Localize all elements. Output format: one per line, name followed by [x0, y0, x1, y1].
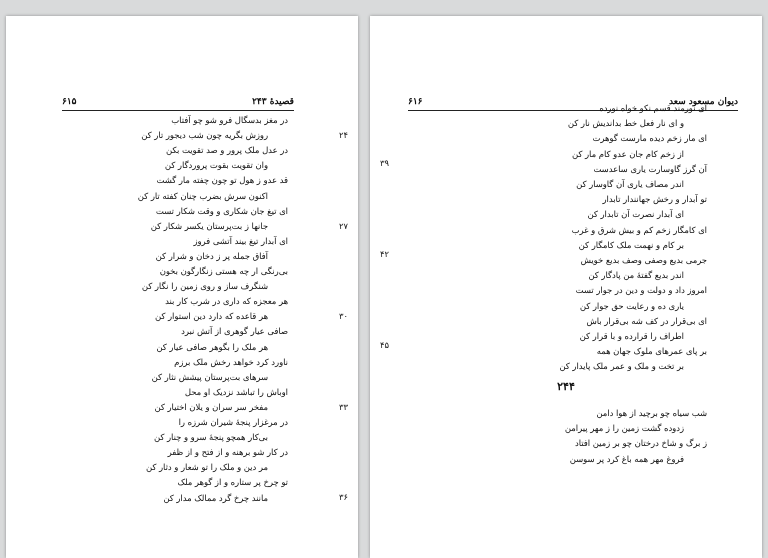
verse-line: بی‌کار همچو پنجهٔ سرو و چنار کن: [153, 432, 268, 443]
left-page: [6, 16, 358, 558]
verse-line: روزش بگریه چون شب دیجور تار کن: [141, 130, 268, 141]
verse-line: آفاق جمله پر ز دخان و شرار کن: [155, 250, 268, 261]
verse-line: هر معجزه که داری در شرب کار بند: [165, 296, 288, 307]
verse-line: جانها ز بت‌پرستان یکسر شکار کن: [150, 220, 268, 231]
verse-number: ۲۴: [339, 130, 348, 140]
verse-line: در مرغزار پنجهٔ شیران شرزه را: [178, 417, 288, 427]
right-page: [370, 16, 762, 558]
verse-line: اوباش را تباشد نزدیک او محل: [184, 386, 288, 397]
verse-line: زدوده گشت زمین را ز مهر پیرامن: [564, 423, 684, 434]
verse-line: و ای نار فعل خط بداندیش نار کن: [567, 118, 684, 129]
verse-line: ای آبدار تیغ بیند آتشی فروز: [193, 235, 288, 246]
ghazal-number: ۲۴۴: [557, 380, 575, 393]
verse-line: تو چرخ پر ستاره و از گوهر ملک: [177, 477, 288, 488]
verse-line: تو آبدار و رخش جهانندار تابدار: [602, 194, 707, 205]
verse-line: در مغز بدسگال فرو شو چو آفتاب: [171, 115, 288, 125]
verse-line: هر ملک را بگوهر صافی عیار کن: [156, 341, 268, 352]
verse-line: صافی عیار گوهری از آتش نبرد: [181, 326, 288, 337]
verse-line: ای بی‌قرار در کف شه بی‌قرار باش: [586, 315, 707, 326]
verse-line: ای آبدار نصرت آن تابدار کن: [587, 209, 684, 220]
left-header-title: قصیدهٔ ۲۴۳: [252, 97, 294, 107]
verse-line: ای مار زخم دیده مارست گوهرت: [592, 133, 707, 144]
verse-line: مفخر سر سران و یلان اختیار کن: [154, 401, 268, 412]
verse-number: ۳۰: [339, 311, 348, 322]
verse-line: بر تخت و ملک و عمر ملک پایدار کن: [559, 361, 684, 372]
verse-line: ای کامگار زخم کم و بیش شرق و غرب: [571, 224, 707, 235]
verse-line: ای نورمند قسم نکو خواه نورده: [599, 103, 707, 113]
verse-line: آن گرز گاوسارت یاری ساعدست: [593, 163, 707, 174]
right-page-number: ۶۱۶: [408, 97, 423, 107]
verse-line: ناورد کرد خواهد رخش ملک برزم: [174, 356, 288, 367]
verse-line: مر دین و ملک را تو شعار و دثار کن: [145, 462, 268, 473]
left-page-number: ۶۱۵: [62, 97, 77, 107]
verse-number: ۳۹: [380, 158, 389, 168]
verse-line: بی‌رنگی ار چه هستی زنگارگون بخون: [159, 266, 288, 276]
header-rule: [62, 110, 294, 111]
verse-line: در کار شو برهنه و از فتح و از ظفر: [167, 447, 288, 458]
left-page-header: [62, 96, 294, 112]
verse-line: در عدل ملک پرور و صد تقویت بکن: [165, 145, 288, 156]
verse-line: بر پای عمرهای ملوک جهان همه: [596, 346, 707, 357]
verse-number: ۳۳: [339, 401, 348, 412]
verse-line: اندر بدیع گفتهٔ من پادگار کن: [588, 270, 684, 281]
verse-line: مانند چرخ گرد ممالک مدار کن: [163, 492, 268, 503]
verse-line: شنگرف ساز و روی زمین را نگار کن: [141, 281, 268, 292]
verse-number: ۲۷: [339, 220, 348, 231]
verse-line: بر کام و نهمت ملک کامگار کن: [578, 239, 684, 250]
verse-line: امروز داد و دولت و دین در جوار تست: [575, 285, 707, 296]
verse-line: هر قاعده که دارد دین استوار کن: [154, 311, 268, 322]
verse-line: قد عدو ز هول تو چون چفته مار گشت: [156, 175, 288, 186]
verse-line: شب سیاه چو برچید از هوا دامن: [596, 408, 707, 418]
verse-line: اطراف را قرارده و با قرار کن: [579, 331, 684, 341]
verse-line: وان تقویت بقوت پروردگار کن: [164, 160, 268, 171]
verse-line: سرهای بت‌پرستان پیشش نثار کن: [151, 371, 268, 382]
right-header-title: دیوان مسعود سعد: [669, 97, 738, 107]
verse-line: یاری ده و رعایت حق جوار کن: [579, 300, 684, 311]
verse-line: جرمی بدیع وصفی وصف بدیع خویش: [580, 255, 707, 265]
verse-number: ۴۵: [380, 340, 389, 351]
verse-line: فروغ مهر همه باغ کرد پر سوسن: [569, 453, 684, 464]
verse-line: از زخم کام جان عدو کام مار کن: [571, 148, 684, 159]
verse-line: ای تیغ جان شکاری و وقت شکار تست: [155, 205, 288, 216]
verse-line: ز برگ و شاخ درختان چو بر زمین افتاد: [574, 438, 707, 449]
verse-line: اندر مصاف یاری آن گاوسار کن: [576, 179, 684, 189]
verse-number: ۳۶: [339, 492, 348, 503]
verse-number: ۴۲: [380, 249, 389, 260]
verse-line: اکنون سرش بضرب چنان کفته تار کن: [137, 190, 268, 201]
